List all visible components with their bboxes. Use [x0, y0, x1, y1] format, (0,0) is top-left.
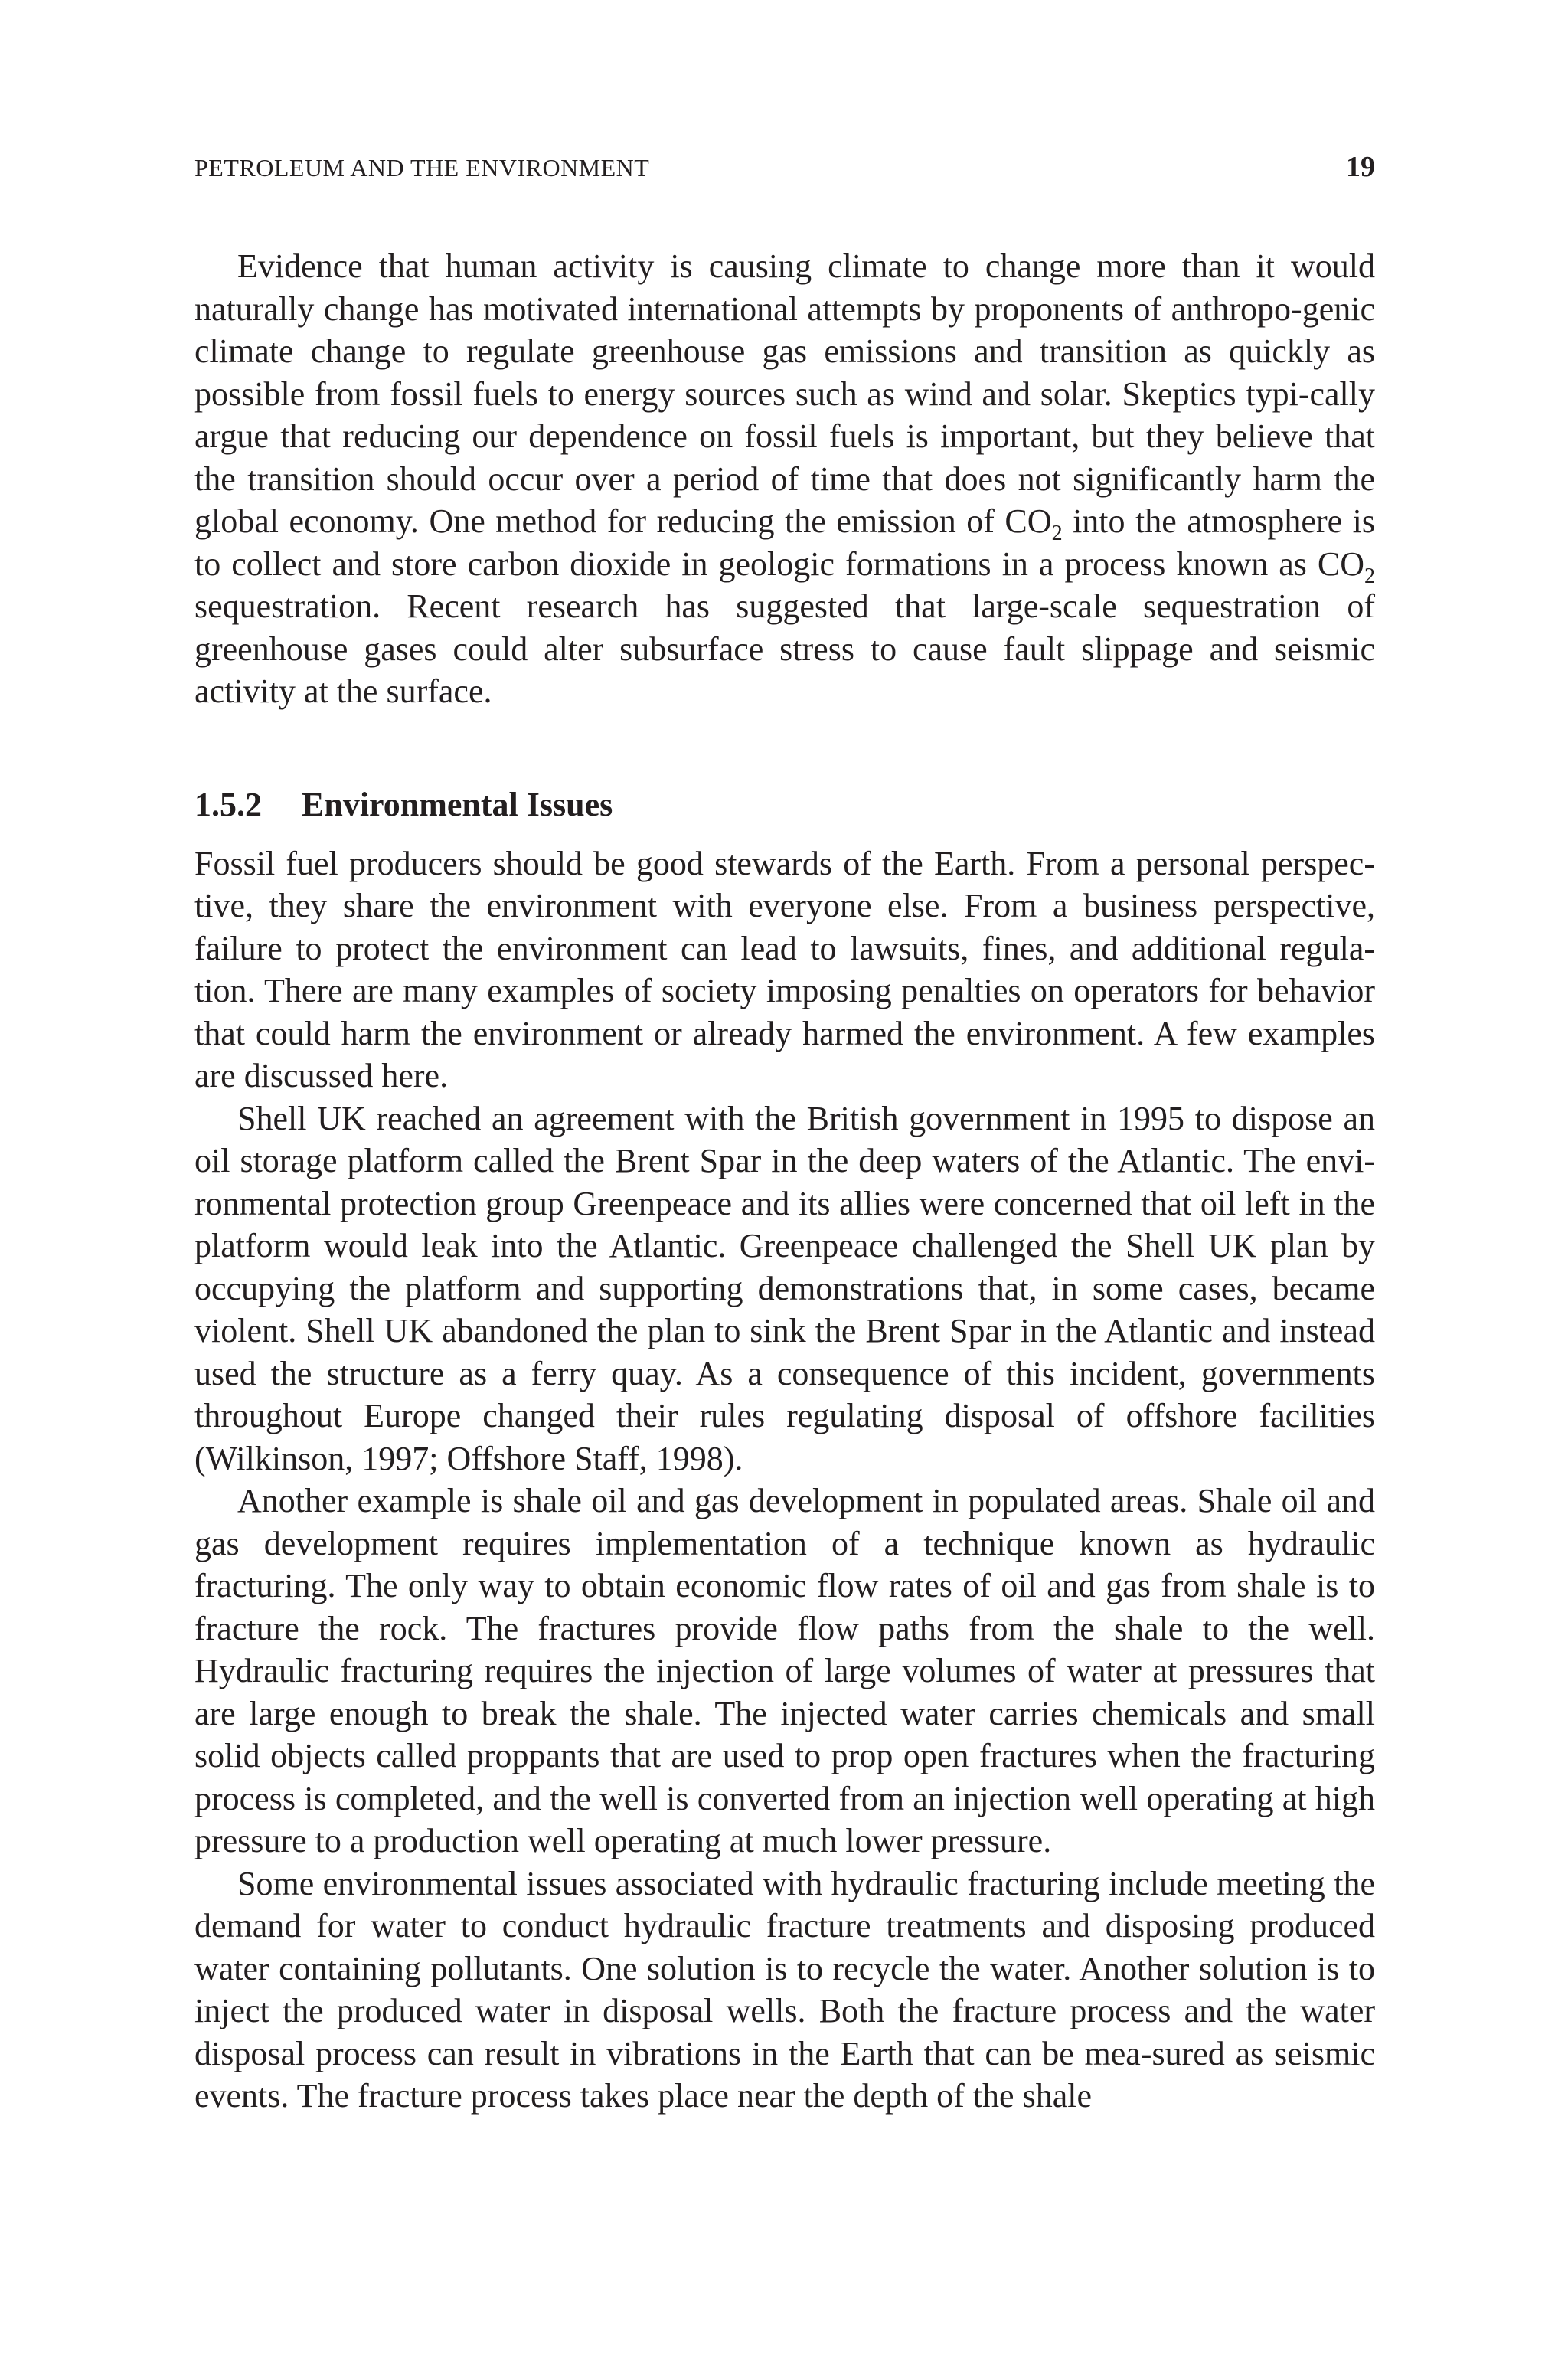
- paragraph-climate-change: [194, 245, 1375, 713]
- running-header: [194, 150, 1375, 187]
- section-title: Environmental Issues: [302, 785, 613, 823]
- paragraph-shale-development: Another example is shale oil and gas development in populated areas. Shale oil and gas development requires implementation of a technique known as hydraulic fracturing. The only way to obtain economic flow rates of oil and gas from shale is to fracture the rock. The fractures provide flow paths from the shale to the well. Hydraulic fracturing requires the injection of large volumes of water at pressures that are large enough to break the shale. The injected water carries chemicals and small solid objects called proppants that are used to prop open fractures when the fracturing process is completed, and the well is converted from an injection well operating at high pressure to a production well operating at much lower pressure.: [194, 1482, 1375, 1859]
- paragraph-stewardship: Fossil fuel producers should be good stewards of the Earth. From a personal perspec-tive, they share the environment with everyone else. From a business perspective, failure to protect the environment can lead to lawsuits, fines, and additional regula-tion. There are many examples of society imposing penalties on operators for behavior that could harm the environment or already harmed the environment. A few examples are discussed here.: [194, 844, 1375, 1094]
- paragraph-text: Evidence that human activity is causing climate to change more than it would naturally change has motivated international attempts by proponents of anthropo-genic climate change to regulate greenhouse gas emissions and transition as quickly as possible from fossil fuels to energy sources such as wind and solar. Skeptics typi-cally argue that reducing our dependence on fossil fuels is important, but they believe that the transition should occur over a period of time that does not significantly harm the global economy. One method for reducing the emission of CO: [194, 247, 1375, 540]
- subscript-2: 2: [1364, 564, 1375, 588]
- page-number: 19: [1346, 151, 1375, 183]
- running-title: PETROLEUM AND THE ENVIRONMENT: [194, 154, 650, 182]
- paragraph-brent-spar: Shell UK reached an agreement with the British government in 1995 to dispose an oil storage platform called the Brent Spar in the deep waters of the Atlantic. The envi-ronmental protection group Greenpeace and its allies were concerned that oil left in the platform would leak into the Atlantic. Greenpeace challenged the Shell UK plan by occupying the platform and supporting demonstrations that, in some cases, became violent. Shell UK abandoned the plan to sink the Brent Spar in the Atlantic and instead used the structure as a ferry quay. As a consequence of this incident, governments throughout Europe changed their rules regulating disposal of offshore facilities (Wilkinson, 1997; Offshore Staff, 1998).: [194, 1099, 1375, 1477]
- subscript-2: 2: [1051, 522, 1063, 545]
- book-page: [194, 150, 1375, 2118]
- section-number: 1.5.2: [194, 785, 262, 823]
- section-heading: [194, 783, 1375, 826]
- paragraph-text: into the atmosphere is to collect and store carbon dioxide in geologic formations in a process known as CO: [194, 502, 1375, 583]
- paragraph-text: sequestration. Recent research has suggested that large-scale sequestration of greenhouse gases could alter subsurface stress to cause fault slippage and seismic activity at the surface.: [194, 587, 1375, 710]
- paragraph-hydraulic-fracturing-issues: Some environmental issues associated with hydraulic fracturing include meeting the demand for water to conduct hydraulic fracture treatments and disposing produced water containing pollutants. One solution is to recycle the water. Another solution is to inject the produced water in disposal wells. Both the fracture process and the water disposal process can result in vibrations in the Earth that can be mea-sured as seismic events. The fracture process takes place near the depth of the shale: [194, 1864, 1375, 2115]
